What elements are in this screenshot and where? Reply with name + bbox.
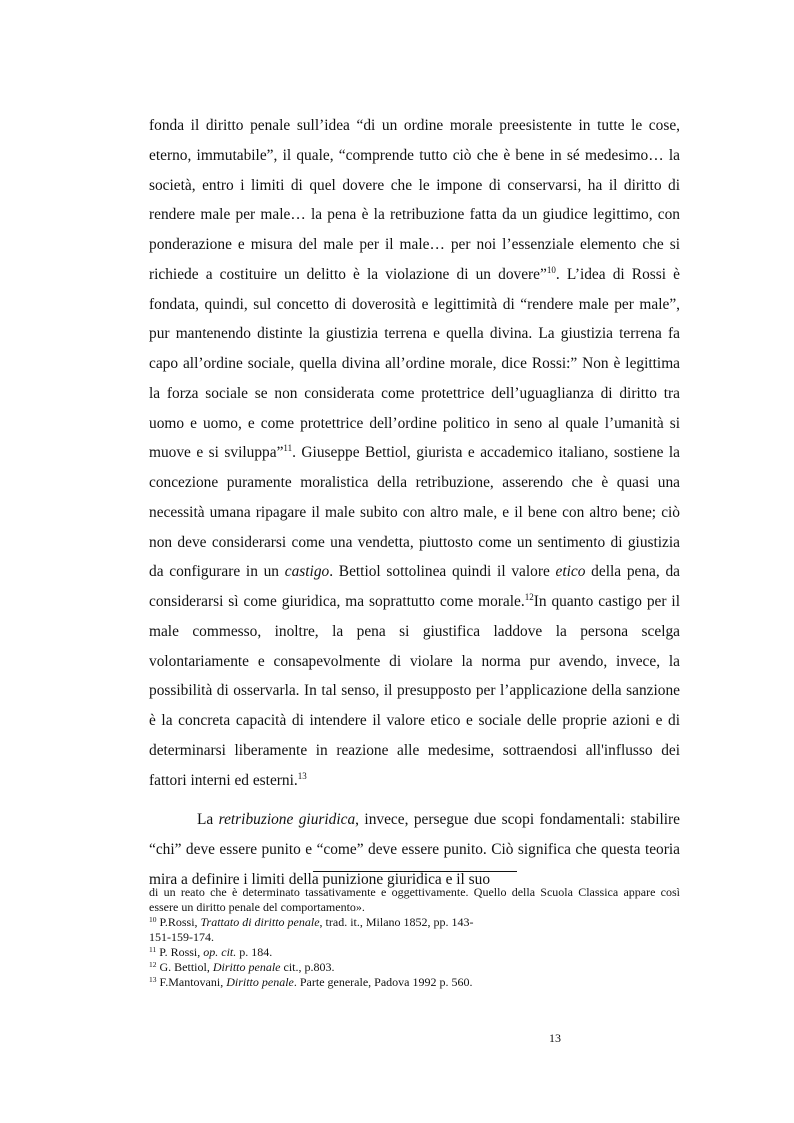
footnote-number: 11 (149, 945, 157, 954)
footnote-text: cit., p.803. (280, 960, 335, 974)
text-run: In quanto castigo per il male commesso, inoltre, la pena si giustifica laddove la persona scelga volontariamente e consapevolmente di violare la norma pur avendo, invece, la possibilità di osservarla. In tal senso, il presupposto per l’applicazione della sanzione è la concreta capacità di intendere il valore etico e sociale delle proprie azioni e di determinarsi liberamente in reazione alle medesime, sottraendosi all'influsso dei fattori interni ed esterni. (149, 593, 680, 789)
text-run: della pena, da considerarsi sì come giuridica, ma soprattutto come morale. (149, 563, 680, 610)
text-run: . L’idea di Rossi è fondata, quindi, sul concetto di doverosità e legittimità di “rendere male per male”, pur mantenendo distinte la giustizia terrena e quella divina. La giustizia terrena fa capo all’ordine sociale, quella divina all’ordine morale, dice Rossi:” Non è legittima la forza sociale se non considerata come protettrice dell’uguaglianza di diritto tra uomo e uomo, e come protettrice dell’ordine politico in seno al quale l’umanità si muove e si sviluppa” (149, 265, 680, 462)
footnote-separator (313, 871, 517, 872)
footnote-title: Diritto penale (212, 960, 281, 974)
emphasis-etico: etico (555, 563, 586, 581)
footnote-title: op. cit. (203, 945, 237, 959)
footnote-12 (149, 960, 680, 975)
footnote-title: Trattato di diritto penale (200, 915, 320, 929)
text-run: La (197, 811, 219, 829)
text-run: . Giuseppe Bettiol, giurista e accademico italiano, sostiene la concezione puramente moralistica della retribuzione, asserendo che è quasi una necessità umana ripagare il male subito con altro male, e il bene con altro bene; ciò non deve considerarsi come una vendetta, piuttosto come un sentimento di giustizia da configurare in un (149, 444, 680, 581)
footnote-text: F.Mantovani, (156, 975, 227, 989)
footnote-13 (149, 975, 680, 990)
footnote-10 (149, 915, 680, 945)
footnote-text: G. Bettiol, (156, 960, 213, 974)
text-run: . Bettiol sottolinea quindi il valore (329, 563, 556, 581)
paragraph-2 (149, 805, 680, 894)
footnote-ref-10[interactable]: 10 (546, 264, 556, 275)
footnote-number: 10 (149, 915, 157, 924)
footnote-number: 12 (149, 960, 157, 969)
footnote-continuation: di un reato che è determinato tassativamente e oggettivamente. Quello della Scuola Classica appare così essere un diritto penale del comportamento». (149, 885, 680, 914)
footnote-ref-11[interactable]: 11 (283, 443, 293, 454)
footnote-number: 13 (149, 975, 157, 984)
footnote-text: 151-159-174. (149, 930, 214, 944)
footnote-ref-12[interactable]: 12 (524, 592, 534, 602)
footnote-text: . Parte generale, Padova 1992 p. 560. (293, 975, 473, 989)
footnotes (149, 885, 680, 990)
paragraph-1 (149, 111, 680, 795)
text-run: fonda il diritto penale sull’idea “di un ordine morale preesistente in tutte le cose, eterno, immutabile”, il quale, “comprende tutto ciò che è bene in sé medesimo… la società, entro i limiti di quel dovere che le impone di conservarsi, ha il diritto di rendere male per male… la pena è la retribuzione fatta da un giudice legittimo, con ponderazione e misura del male per il male… per noi l’essenziale elemento che si richiede a costituire un delitto è la violazione di un dovere” (149, 117, 680, 283)
footnote-11 (149, 945, 680, 960)
emphasis-retribuzione-giuridica: retribuzione giuridica (218, 811, 356, 829)
footnote-ref-13[interactable]: 13 (297, 770, 307, 781)
footnote-text: , trad. it., Milano 1852, pp. 143- (319, 915, 474, 929)
footnote-text: P.Rossi, (156, 915, 201, 929)
footnote-title: Diritto penale (226, 975, 294, 989)
emphasis-castigo: castigo (284, 563, 330, 581)
page-number: 13 (549, 1031, 561, 1045)
footnote-text: p. 184. (236, 945, 273, 959)
main-text (149, 111, 680, 895)
footnote-text: P. Rossi, (156, 945, 204, 959)
text-run: , invece, persegue due scopi fondamentali: stabilire “chi” deve essere punito e “come” deve essere punito. Ciò significa che questa teoria mira a definire i limiti della punizione giuridica e il suo (149, 811, 680, 888)
